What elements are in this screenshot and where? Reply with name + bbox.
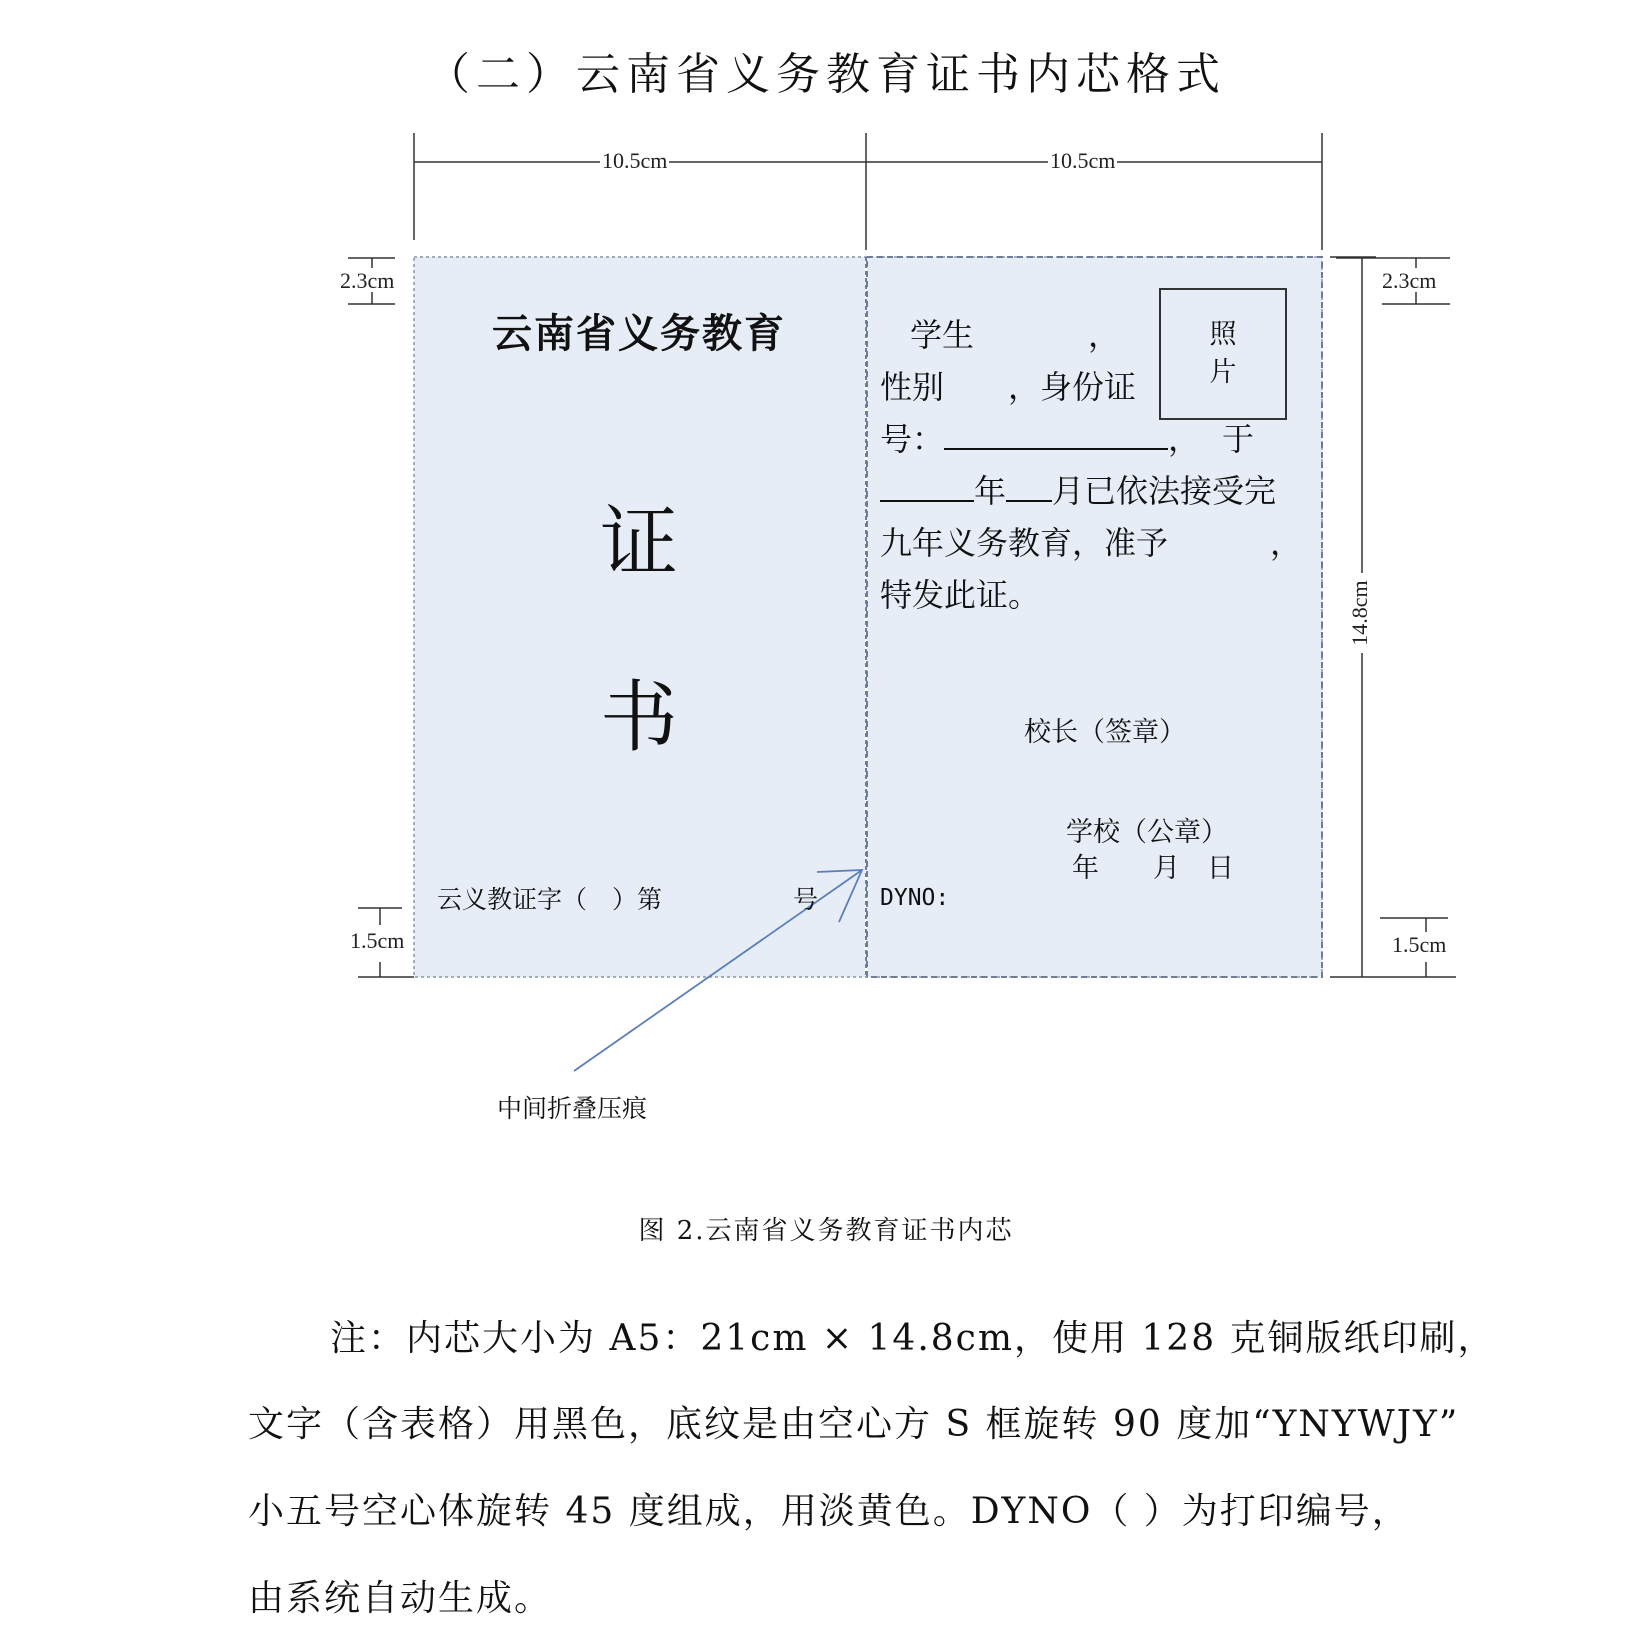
month-label: 月已依法接受完 bbox=[1052, 472, 1277, 510]
issue-statement: 特发此证。 bbox=[880, 576, 1041, 614]
compulsory-education-text: 九年义务教育，准予 bbox=[880, 524, 1169, 562]
compulsory-education-line bbox=[880, 518, 1302, 564]
note-line-2: 文字（含表格）用黑色，底纹是由空心方 S 框旋转 90 度加“YNYWJY” bbox=[248, 1404, 1460, 1445]
issue-date-label: 年 月 日 bbox=[1072, 853, 1234, 884]
figure-caption: 图 2.云南省义务教育证书内芯 bbox=[638, 1216, 1014, 1246]
gender-id-line: 性别 ，身份证 bbox=[880, 368, 1137, 406]
note-line-1: 注：内芯大小为 A5：21cm × 14.8cm，使用 128 克铜版纸印刷， bbox=[330, 1318, 1496, 1359]
left-page-char-zheng: 证 bbox=[599, 498, 678, 588]
page-heading: （二）云南省义务教育证书内芯格式 bbox=[426, 49, 1226, 100]
yu-label: 于 bbox=[1222, 420, 1255, 458]
certificate-number-prefix: 云义教证字（ ）第 bbox=[437, 885, 663, 914]
note-line-4: 由系统自动生成。 bbox=[248, 1578, 553, 1619]
school-seal-label: 学校（公章） bbox=[1066, 817, 1228, 848]
student-line bbox=[910, 310, 1120, 356]
left-top-margin-label: 2.3cm bbox=[340, 268, 395, 293]
student-comma: ， bbox=[1088, 316, 1121, 354]
student-label: 学生 bbox=[910, 316, 975, 354]
month-blank bbox=[1006, 470, 1052, 502]
year-blank bbox=[880, 470, 974, 502]
dyno-label: DYNO: bbox=[880, 885, 950, 911]
note-line-3: 小五号空心体旋转 45 度组成，用淡黄色。DYNO（ ）为打印编号， bbox=[248, 1491, 1410, 1532]
left-page-title: 云南省义务教育 bbox=[492, 310, 786, 357]
right-width-label: 10.5cm bbox=[1050, 148, 1116, 173]
height-label: 14.8cm bbox=[1347, 573, 1373, 653]
certificate-number-suffix: 号 bbox=[793, 885, 819, 914]
left-bottom-margin-label: 1.5cm bbox=[350, 928, 405, 953]
principal-signature-label: 校长（签章） bbox=[1024, 717, 1186, 748]
right-top-margin-label: 2.3cm bbox=[1382, 268, 1437, 293]
id-number-line bbox=[880, 414, 1254, 460]
id-number-blank bbox=[944, 418, 1168, 450]
id-number-comma: ， bbox=[1168, 420, 1201, 458]
fold-crease-label: 中间折叠压痕 bbox=[497, 1094, 648, 1123]
left-width-label: 10.5cm bbox=[602, 148, 668, 173]
compulsory-education-comma: ， bbox=[1270, 524, 1303, 562]
graduation-date-line bbox=[880, 466, 1276, 512]
left-page-char-shu: 书 bbox=[599, 673, 678, 763]
photo-label: 照 片 bbox=[1209, 319, 1237, 388]
year-label: 年 bbox=[974, 472, 1007, 510]
id-number-label: 号： bbox=[880, 420, 945, 458]
right-bottom-margin-label: 1.5cm bbox=[1392, 932, 1447, 957]
